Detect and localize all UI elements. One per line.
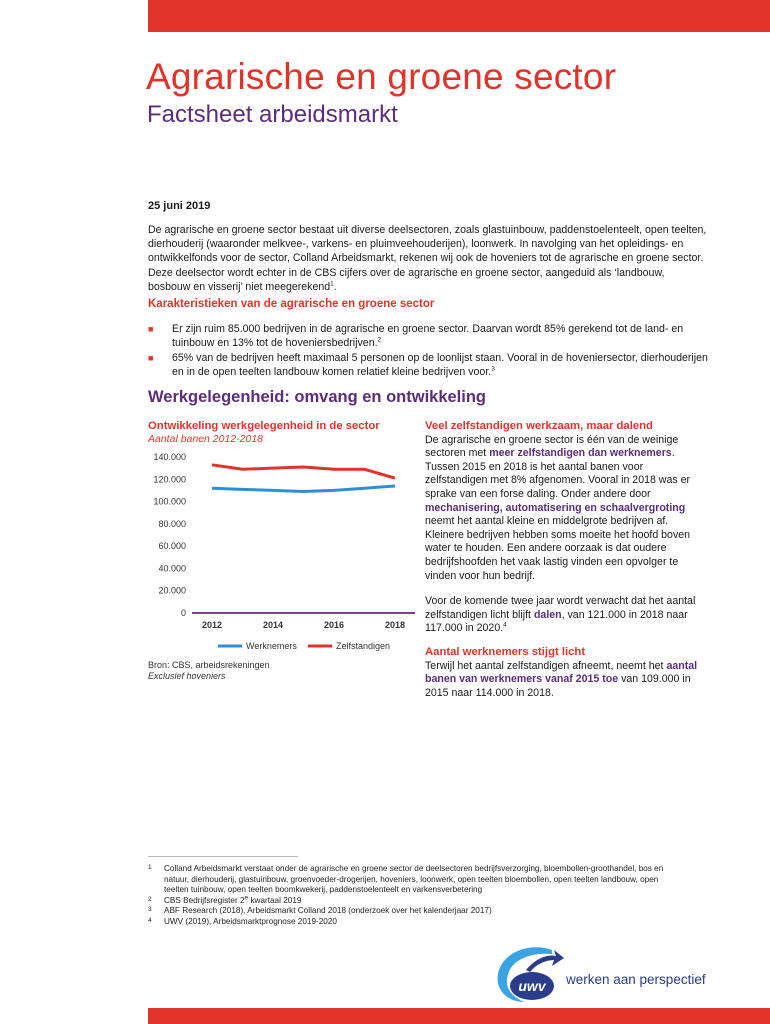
footnote-2: 2 CBS Bedrijfsregister 2e kwartaal 2019 <box>148 894 302 905</box>
ordinal-suffix: e <box>244 894 249 902</box>
x-tick-label: 2012 <box>201 620 223 630</box>
intro-text: De agrarische en groene sector bestaat uit diverse deelsectoren, zoals glastuinbouw, paddenstoelenteelt, open teelten, dierhouderij (waaronder melkvee-, varkens- en pluimveehouderijen), loonwerk. In navolging van het opleidings- en ontwikkelfonds voor de sector, Colland Arbeidsmarkt, rekenen wij ook de hoveniers tot de agrarische en groene sector. Deze deelsector wordt echter in de CBS cijfers over de agrarische en groene sector, aangeduid als ‘landbouw, bosbouw en visserij’ niet meegerekend <box>148 224 707 293</box>
text-run: Terwijl het aantal zelfstandigen afneemt, neemt het <box>425 659 667 672</box>
footnote-text: CBS Bedrijfsregister 2 <box>164 895 245 905</box>
right-column <box>425 420 707 712</box>
series-line-zelfstandigen <box>212 465 395 478</box>
x-tick-label: 2018 <box>384 620 406 630</box>
page-title: Agrarische en groene sector <box>146 56 617 97</box>
employment-line-chart <box>140 445 420 660</box>
y-tick-label: 80.000 <box>158 518 186 529</box>
characteristics-heading: Karakteristieken van de agrarische en groene sector <box>148 298 435 310</box>
publication-date: 25 juni 2019 <box>148 200 211 212</box>
highlight-text: mechanisering, automatisering en schaalvergroting <box>425 501 686 514</box>
footnote-ref-3: 3 <box>491 364 495 372</box>
footnote-text: kwartaal 2019 <box>248 895 302 905</box>
x-tick-label: 2014 <box>262 620 284 630</box>
bullet-text: Er zijn ruim 85.000 bedrijven in de agrarische en groene sector. Daarvan wordt 85% gerekend tot de land- en tuinbouw en 13% tot de hoveniersbedrijven. <box>172 323 684 349</box>
y-tick-label: 120.000 <box>153 474 186 485</box>
bullet-text: 65% van de bedrijven heeft maximaal 5 personen op de loonlijst staan. Vooral in de hoveniersector, dierhouderijen en in de open teelten landbouw komen relatief kleine bedrijven voor. <box>172 352 708 378</box>
list-item <box>148 323 708 350</box>
text-run: van 109.000 in 2015 naar 114.000 in 2018. <box>425 673 691 699</box>
chart-subtitle: Aantal banen 2012-2018 <box>148 433 264 445</box>
bottom-accent-bar <box>148 1008 770 1024</box>
paragraph-forecast <box>425 595 707 636</box>
text-run: neemt het aantal kleine en middelgrote bedrijven af. Kleinere bedrijven hebben soms moeite het hoofd boven water te houden. Een andere oorzaak is dat oudere bedrijfshoofden het vaak lastig vinden een opvolger te vinden voor hun bedrijf. <box>425 515 691 582</box>
footnote-text: Colland Arbeidsmarkt verstaat onder de agrarische en groene sector de deelsectoren bedrijfsverzorging, bloembollen-groothandel, bos en natuur, dierhouderij, glastuinbouw, groenvoeder-drogerijen, hoveniers, loonwerk, open teelten bloembollen, open teelten landbouw, open teelten tuinbouw, open teelten boomkwekerij, paddenstoelenteelt en varkensverbetering <box>164 864 664 895</box>
footnotes <box>148 864 668 928</box>
highlight-text: aantal banen van werknemers vanaf 2015 toe <box>425 659 698 686</box>
footnote-3: 3 ABF Research (2018), Arbeidsmarkt Colland 2018 (onderzoek over het kalenderjaar 2017) <box>148 906 492 916</box>
footnote-4: 4 UWV (2019), Arbeidsmarktprognose 2019-2020 <box>148 916 337 926</box>
legend-label: Werknemers <box>246 641 297 651</box>
footnote-ref-1: 1 <box>330 280 334 288</box>
bullet-icon: ■ <box>148 353 154 363</box>
legend-label: Zelfstandigen <box>336 641 391 651</box>
footnote-ref-2: 2 <box>377 335 382 343</box>
text-run: Voor de komende twee jaar wordt verwacht dat het aantal zelfstandigen licht blijft <box>425 595 696 621</box>
y-tick-label: 20.000 <box>158 585 186 596</box>
highlight-text: meer zelfstandigen dan werknemers <box>489 447 672 460</box>
y-tick-label: 100.000 <box>153 496 186 507</box>
paragraph-self-employed <box>425 434 707 584</box>
series-line-werknemers <box>212 486 395 492</box>
y-tick-label: 0 <box>180 608 186 618</box>
page-subtitle: Factsheet arbeidsmarkt <box>147 101 398 128</box>
y-tick-label: 60.000 <box>158 541 186 552</box>
text-run: . Tussen 2015 en 2018 is het aantal banen voor zelfstandigen met 8% afgenomen. Vooral in 2018 was er sprake van een forse daling. Onder andere door <box>425 447 691 500</box>
footnote-text: UWV (2019), Arbeidsmarktprognose 2019-2020 <box>164 916 337 926</box>
footnote-ref-4: 4 <box>503 621 507 629</box>
paragraph-employees <box>425 660 707 701</box>
characteristics-list <box>148 323 708 381</box>
y-tick-label: 40.000 <box>158 563 186 574</box>
top-accent-bar <box>148 0 770 32</box>
heading-employees: Aantal werknemers stijgt licht <box>425 645 586 658</box>
x-tick-label: 2016 <box>323 620 345 630</box>
highlight-text: dalen <box>533 608 562 621</box>
heading-self-employed: Veel zelfstandigen werkzaam, maar dalend <box>425 420 653 432</box>
footnote-divider <box>148 856 298 857</box>
chart-source: Bron: CBS, arbeidsrekeningen <box>148 660 270 670</box>
section-heading: Werkgelegenheid: omvang en ontwikkeling <box>148 388 487 406</box>
intro-paragraph <box>148 223 708 294</box>
logo-tagline: werken aan perspectief <box>566 972 706 987</box>
intro-period: . <box>333 280 337 293</box>
footnote-text: ABF Research (2018), Arbeidsmarkt Colland 2018 (onderzoek over het kalenderjaar 2017) <box>164 906 492 916</box>
y-tick-label: 140.000 <box>153 452 186 462</box>
text-run: De agrarische en groene sector is één van de weinige sectoren met <box>425 433 679 460</box>
bullet-icon: ■ <box>148 324 154 334</box>
chart-title: Ontwikkeling werkgelegenheid in de sector <box>148 420 380 432</box>
footnote-1: 1 Colland Arbeidsmarkt verstaat onder de agrarische en groene sector de deelsectoren bedrijfsverzorging, bloembollen-groothandel, bos en natuur, dierhouderij, glastuinbouw, groenvoeder-drogerijen, hoveniers, loonwerk, open teelten bloembollen, open teelten landbouw, open teelten tuinbouw, open teelten boomkwekerij, paddenstoelenteelt en varkensverbetering <box>148 864 664 895</box>
logo-mark: uwv <box>518 978 546 994</box>
text-run: , van 121.000 in 2018 naar 117.000 in 2020. <box>425 608 688 635</box>
list-item <box>148 352 708 379</box>
chart-note: Exclusief hoveniers <box>148 671 226 681</box>
